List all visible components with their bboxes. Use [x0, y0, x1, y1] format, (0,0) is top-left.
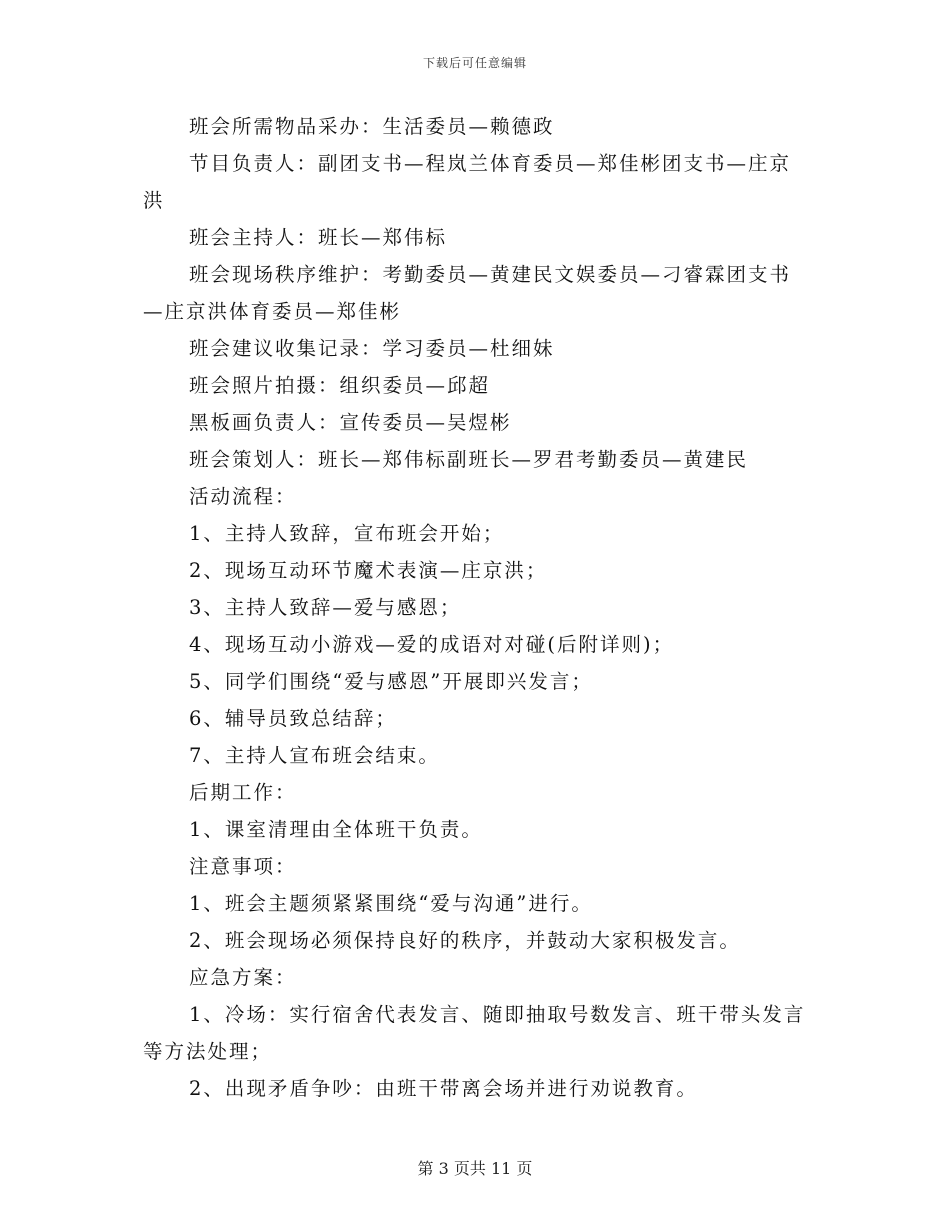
list-item: 2、出现矛盾争吵：由班干带离会场并进行劝说教育。	[189, 1077, 698, 1100]
paragraph-program-lead: 节目负责人：副团支书—程岚兰体育委员—郑佳彬团支书—庄京洪	[143, 152, 792, 212]
list-item: 7、主持人宣布班会结束。	[189, 744, 440, 767]
paragraph-supplies: 班会所需物品采办：生活委员—赖德政	[189, 115, 555, 138]
section-heading-contingency: 应急方案：	[189, 966, 297, 989]
list-item: 2、现场互动环节魔术表演—庄京洪；	[189, 559, 548, 582]
section-heading-notes: 注意事项：	[189, 855, 297, 878]
list-item: 5、同学们围绕“爱与感恩”开展即兴发言；	[189, 670, 593, 693]
page-number: 第 3 页共 11 页	[417, 1159, 533, 1178]
paragraph-suggestions: 班会建议收集记录：学习委员—杜细妹	[189, 337, 555, 360]
list-item: 2、班会现场必须保持良好的秩序，并鼓动大家积极发言。	[189, 929, 741, 952]
paragraph-photos: 班会照片拍摄：组织委员—邱超	[189, 374, 491, 397]
paragraph-order: 班会现场秩序维护：考勤委员—黄建民文娱委员—刁睿霖团支书—庄京洪体育委员—郑佳彬	[143, 263, 792, 323]
section-heading-followup: 后期工作：	[189, 781, 297, 804]
paragraph-planner: 班会策划人：班长—郑伟标副班长—罗君考勤委员—黄建民	[189, 448, 749, 471]
paragraph-host: 班会主持人：班长—郑伟标	[189, 226, 448, 249]
list-item: 1、课室清理由全体班干负责。	[189, 818, 483, 841]
list-item: 6、辅导员致总结辞；	[189, 707, 397, 730]
list-item: 3、主持人致辞—爱与感恩；	[189, 596, 462, 619]
header-note: 下载后可任意编辑	[422, 56, 527, 70]
list-item: 1、班会主题须紧紧围绕“爱与沟通”进行。	[189, 892, 593, 915]
list-item: 1、冷场：实行宿舍代表发言、随即抽取号数发言、班干带头发言等方法处理；	[143, 1003, 806, 1063]
list-item: 4、现场互动小游戏—爱的成语对对碰(后附详则)；	[189, 633, 675, 656]
document-body	[143, 108, 808, 1107]
section-heading-process: 活动流程：	[189, 485, 297, 508]
paragraph-blackboard: 黑板画负责人：宣传委员—吴煜彬	[189, 411, 512, 434]
list-item: 1、主持人致辞，宣布班会开始；	[189, 522, 505, 545]
